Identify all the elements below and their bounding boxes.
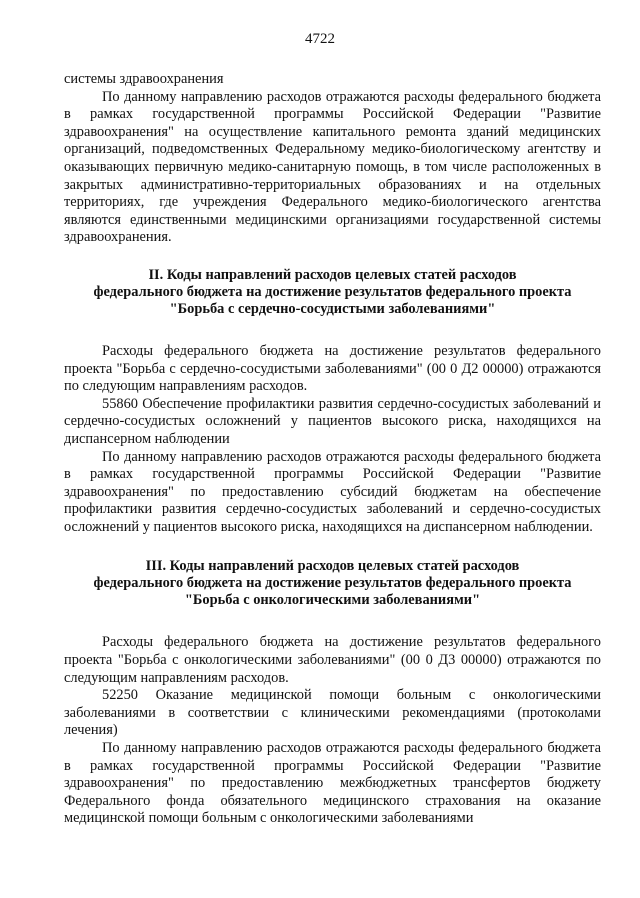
section-3-paragraph-1: Расходы федерального бюджета на достижение результатов федерального проекта "Борьба с онкологическими заболеваниями" (00 0 Д3 00000) отражаются по следующим направлениям расходов.	[64, 634, 601, 686]
section-3-paragraph-2: 52250 Оказание медицинской помощи больным с онкологическими заболеваниями в соответствии с клиническими рекомендациями (протоколами лечения)	[64, 687, 601, 739]
section-2-title-line-3: "Борьба с сердечно-сосудистыми заболеваниями"	[169, 300, 496, 317]
section-2-title-line-2: федерального бюджета на достижение результатов федерального проекта	[93, 283, 572, 300]
intro-paragraph: По данному направлению расходов отражаются расходы федерального бюджета в рамках государственной программы Российской Федерации "Развитие здравоохранения" на осуществление капитального ремонта зданий медицинских организаций, подведомственных Федеральному медико-биологическому агентству и оказывающих первичную медико-санитарную помощь, в том числе расположенных в закрытых административно-территориальных образованиях и на отдельных территориях, где учреждения Федерального медико-биологического агентства являются единственными медицинскими организациями государственной системы здравоохранения.	[64, 88, 601, 246]
section-3-title-line-1: III. Коды направлений расходов целевых статей расходов	[145, 558, 520, 575]
document-body	[64, 71, 601, 828]
section-2-body	[64, 343, 601, 537]
section-3-title-line-3: "Борьба с онкологическими заболеваниями"	[184, 592, 481, 609]
section-3-body	[64, 634, 601, 828]
page-number: 4722	[305, 31, 335, 47]
section-2-paragraph-3: По данному направлению расходов отражаются расходы федерального бюджета в рамках государственной программы Российской Федерации "Развитие здравоохранения" по предоставлению субсидий бюджетам на обеспечение профилактики развития сердечно-сосудистых заболеваний и сердечно-сосудистых осложнений у пациентов высокого риска, находящихся на диспансерном наблюдении.	[64, 448, 601, 535]
intro-continuation: системы здравоохранения	[64, 71, 224, 87]
section-3-title-line-2: федерального бюджета на достижение результатов федерального проекта	[93, 575, 572, 592]
section-3-paragraph-3: По данному направлению расходов отражаются расходы федерального бюджета в рамках государственной программы Российской Федерации "Развитие здравоохранения" по предоставлению межбюджетных трансфертов бюджету Федерального фонда обязательного медицинского страхования на оказание медицинской помощи больным с онкологическими заболеваниями	[64, 740, 601, 827]
section-3-heading	[64, 558, 601, 609]
section-2-paragraph-1: Расходы федерального бюджета на достижение результатов федерального проекта "Борьба с сердечно-сосудистыми заболеваниями" (00 0 Д2 00000) отражаются по следующим направлениям расходов.	[64, 342, 601, 395]
section-2-heading	[64, 267, 601, 318]
section-2-title-line-1: II. Коды направлений расходов целевых статей расходов	[148, 266, 517, 283]
section-2-paragraph-2: 55860 Обеспечение профилактики развития сердечно-сосудистых заболеваний и сердечно-сосудистых осложнений у пациентов высокого риска, находящихся на диспансерном наблюдении	[64, 395, 601, 447]
